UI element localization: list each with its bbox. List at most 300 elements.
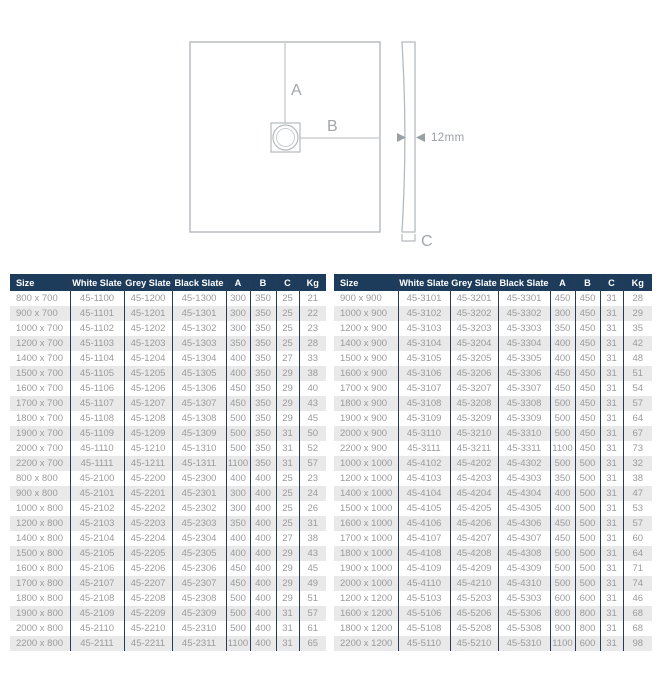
table-row bbox=[10, 531, 326, 546]
spec-cell: 98 bbox=[623, 636, 652, 651]
spec-cell: 450 bbox=[226, 381, 250, 396]
spec-cell: 45-3202 bbox=[450, 306, 498, 321]
spec-cell: 45-2210 bbox=[124, 621, 172, 636]
table-row bbox=[334, 426, 652, 441]
spec-cell: 400 bbox=[250, 576, 276, 591]
spec-cell: 60 bbox=[623, 531, 652, 546]
spec-cell: 450 bbox=[575, 411, 600, 426]
spec-cell: 500 bbox=[550, 411, 575, 426]
spec-cell: 45-5110 bbox=[398, 636, 450, 651]
spec-cell: 400 bbox=[226, 531, 250, 546]
spec-cell: 45-2108 bbox=[70, 591, 124, 606]
spec-cell: 29 bbox=[276, 411, 299, 426]
table-row bbox=[10, 486, 326, 501]
table-row bbox=[10, 441, 326, 456]
spec-cell: 450 bbox=[226, 396, 250, 411]
size-cell: 1900 x 800 bbox=[16, 608, 64, 619]
size-cell: 2000 x 800 bbox=[16, 623, 64, 634]
spec-cell: 450 bbox=[575, 291, 600, 306]
column-header: B bbox=[575, 274, 600, 291]
spec-cell: 45-1202 bbox=[124, 321, 172, 336]
table-row bbox=[334, 501, 652, 516]
spec-cell: 45-4206 bbox=[450, 516, 498, 531]
spec-cell: 52 bbox=[299, 441, 326, 456]
spec-cell: 45-4303 bbox=[498, 471, 550, 486]
spec-cell: 45-3103 bbox=[398, 321, 450, 336]
size-cell: 1400 x 1000 bbox=[340, 488, 393, 499]
spec-cell: 1100 bbox=[550, 441, 575, 456]
spec-cell: 500 bbox=[575, 546, 600, 561]
column-header: A bbox=[550, 274, 575, 291]
spec-cell: 27 bbox=[276, 531, 299, 546]
spec-cell: 450 bbox=[575, 321, 600, 336]
spec-cell: 43 bbox=[299, 546, 326, 561]
spec-cell: 45-1209 bbox=[124, 426, 172, 441]
spec-cell: 45-2310 bbox=[172, 621, 226, 636]
size-cell: 1900 x 1000 bbox=[340, 563, 393, 574]
spec-cell: 450 bbox=[575, 351, 600, 366]
table-row bbox=[334, 306, 652, 321]
spec-cell: 27 bbox=[276, 351, 299, 366]
spec-cell: 45-1201 bbox=[124, 306, 172, 321]
spec-cell: 45-3201 bbox=[450, 291, 498, 306]
spec-cell: 31 bbox=[600, 456, 623, 471]
spec-cell: 45-1104 bbox=[70, 351, 124, 366]
spec-cell: 500 bbox=[226, 621, 250, 636]
spec-cell: 45-1107 bbox=[70, 396, 124, 411]
spec-cell: 400 bbox=[250, 621, 276, 636]
spec-cell: 45-5310 bbox=[498, 636, 550, 651]
spec-cell: 25 bbox=[276, 501, 299, 516]
spec-cell: 45-1210 bbox=[124, 441, 172, 456]
spec-cell: 45-2207 bbox=[124, 576, 172, 591]
spec-cell: 23 bbox=[299, 321, 326, 336]
size-cell: 1800 x 1000 bbox=[340, 548, 393, 559]
spec-cell: 45-4108 bbox=[398, 546, 450, 561]
spec-cell: 400 bbox=[250, 501, 276, 516]
spec-cell: 45-5206 bbox=[450, 606, 498, 621]
size-cell: 900 x 900 bbox=[340, 293, 382, 304]
spec-cell: 45-4203 bbox=[450, 471, 498, 486]
spec-cell: 45-2109 bbox=[70, 606, 124, 621]
table-row bbox=[334, 636, 652, 651]
spec-cell: 45-4308 bbox=[498, 546, 550, 561]
spec-cell: 57 bbox=[623, 396, 652, 411]
table-row bbox=[334, 561, 652, 576]
spec-cell: 31 bbox=[600, 591, 623, 606]
size-cell: 1700 x 1000 bbox=[340, 533, 393, 544]
spec-cell: 45-1205 bbox=[124, 366, 172, 381]
spec-cell: 45-4103 bbox=[398, 471, 450, 486]
dimension-label-a: A bbox=[291, 82, 302, 99]
spec-cell: 67 bbox=[623, 426, 652, 441]
size-cell: 2200 x 700 bbox=[16, 458, 64, 469]
spec-cell: 400 bbox=[226, 366, 250, 381]
spec-cell: 45-3210 bbox=[450, 426, 498, 441]
spec-cell: 45-3106 bbox=[398, 366, 450, 381]
spec-cell: 29 bbox=[276, 366, 299, 381]
table-row bbox=[334, 471, 652, 486]
size-cell: 900 x 700 bbox=[16, 308, 58, 319]
spec-cell: 25 bbox=[276, 321, 299, 336]
table-row bbox=[334, 591, 652, 606]
size-cell: 800 x 700 bbox=[16, 293, 58, 304]
spec-cell: 23 bbox=[299, 471, 326, 486]
spec-cell: 45-4304 bbox=[498, 486, 550, 501]
spec-cell: 450 bbox=[226, 561, 250, 576]
spec-cell: 45-1207 bbox=[124, 396, 172, 411]
spec-cell: 45-1308 bbox=[172, 411, 226, 426]
spec-cell: 31 bbox=[600, 441, 623, 456]
tray-dimension-diagram bbox=[0, 0, 658, 262]
spec-cell: 57 bbox=[299, 456, 326, 471]
table-row bbox=[334, 486, 652, 501]
spec-cell: 45-2205 bbox=[124, 546, 172, 561]
spec-cell: 45-2300 bbox=[172, 471, 226, 486]
spec-cell: 350 bbox=[250, 336, 276, 351]
spec-cell: 500 bbox=[550, 561, 575, 576]
tray-diagram-svg bbox=[0, 0, 658, 262]
spec-cell: 45-1106 bbox=[70, 381, 124, 396]
spec-cell: 350 bbox=[250, 456, 276, 471]
spec-cell: 45-1109 bbox=[70, 426, 124, 441]
spec-cell: 45-4107 bbox=[398, 531, 450, 546]
spec-cell: 45-2104 bbox=[70, 531, 124, 546]
size-cell: 1400 x 900 bbox=[340, 338, 388, 349]
table-row bbox=[334, 321, 652, 336]
spec-cell: 500 bbox=[575, 501, 600, 516]
spec-cell: 25 bbox=[276, 486, 299, 501]
spec-cell: 45-2102 bbox=[70, 501, 124, 516]
spec-cell: 45-3108 bbox=[398, 396, 450, 411]
spec-cell: 45-4202 bbox=[450, 456, 498, 471]
spec-cell: 45-1300 bbox=[172, 291, 226, 306]
spec-cell: 45-2302 bbox=[172, 501, 226, 516]
size-cell: 2000 x 900 bbox=[340, 428, 388, 439]
spec-cell: 57 bbox=[623, 516, 652, 531]
spec-cell: 29 bbox=[276, 546, 299, 561]
spec-cell: 45-4104 bbox=[398, 486, 450, 501]
table-row bbox=[334, 351, 652, 366]
spec-cell: 1100 bbox=[550, 636, 575, 651]
spec-cell: 45-5108 bbox=[398, 621, 450, 636]
spec-cell: 31 bbox=[600, 471, 623, 486]
spec-cell: 45-3302 bbox=[498, 306, 550, 321]
spec-cell: 45-2107 bbox=[70, 576, 124, 591]
spec-cell: 45-4105 bbox=[398, 501, 450, 516]
size-cell: 1000 x 800 bbox=[16, 503, 64, 514]
table-row bbox=[10, 561, 326, 576]
spec-cell: 45-3311 bbox=[498, 441, 550, 456]
spec-cell: 29 bbox=[276, 381, 299, 396]
table-row bbox=[10, 381, 326, 396]
spec-cell: 400 bbox=[250, 591, 276, 606]
spec-cell: 45-2103 bbox=[70, 516, 124, 531]
spec-cell: 450 bbox=[575, 441, 600, 456]
spec-cell: 45-4204 bbox=[450, 486, 498, 501]
spec-cell: 350 bbox=[550, 471, 575, 486]
spec-cell: 31 bbox=[600, 411, 623, 426]
spec-cell: 45-3306 bbox=[498, 366, 550, 381]
spec-cell: 25 bbox=[276, 336, 299, 351]
spec-cell: 450 bbox=[550, 516, 575, 531]
spec-cell: 450 bbox=[550, 531, 575, 546]
spec-cell: 45-2203 bbox=[124, 516, 172, 531]
spec-cell: 400 bbox=[226, 351, 250, 366]
spec-cell: 600 bbox=[575, 636, 600, 651]
size-cell: 1600 x 1000 bbox=[340, 518, 393, 529]
spec-cell: 45-1304 bbox=[172, 351, 226, 366]
spec-cell: 45-1103 bbox=[70, 336, 124, 351]
table-row bbox=[10, 516, 326, 531]
spec-cell: 450 bbox=[550, 291, 575, 306]
spec-cell: 300 bbox=[226, 306, 250, 321]
spec-cell: 350 bbox=[250, 381, 276, 396]
table-row bbox=[334, 621, 652, 636]
thickness-arrow-right-icon bbox=[416, 133, 425, 142]
spec-cell: 28 bbox=[623, 291, 652, 306]
table-row bbox=[10, 411, 326, 426]
spec-cell: 45-2211 bbox=[124, 636, 172, 651]
spec-cell: 450 bbox=[550, 366, 575, 381]
spec-cell: 45-1203 bbox=[124, 336, 172, 351]
spec-cell: 450 bbox=[575, 426, 600, 441]
spec-cell: 450 bbox=[575, 336, 600, 351]
spec-cell: 350 bbox=[250, 366, 276, 381]
spec-cell: 31 bbox=[600, 516, 623, 531]
table-row bbox=[10, 396, 326, 411]
spec-cell: 51 bbox=[299, 591, 326, 606]
spec-cell: 45-5306 bbox=[498, 606, 550, 621]
spec-cell: 45-4106 bbox=[398, 516, 450, 531]
spec-cell: 31 bbox=[600, 426, 623, 441]
spec-cell: 45-1108 bbox=[70, 411, 124, 426]
spec-cell: 45-1204 bbox=[124, 351, 172, 366]
spec-cell: 50 bbox=[299, 426, 326, 441]
spec-cell: 45-2307 bbox=[172, 576, 226, 591]
spec-cell: 500 bbox=[550, 396, 575, 411]
spec-cell: 45-4110 bbox=[398, 576, 450, 591]
spec-cell: 46 bbox=[623, 591, 652, 606]
spec-cell: 45-2304 bbox=[172, 531, 226, 546]
size-cell: 1200 x 1200 bbox=[340, 593, 393, 604]
spec-cell: 28 bbox=[299, 336, 326, 351]
spec-cell: 450 bbox=[575, 396, 600, 411]
c-bracket bbox=[402, 234, 415, 241]
spec-cell: 400 bbox=[250, 471, 276, 486]
table-row bbox=[10, 321, 326, 336]
spec-cell: 45-1309 bbox=[172, 426, 226, 441]
spec-cell: 45-3205 bbox=[450, 351, 498, 366]
spec-cell: 450 bbox=[575, 306, 600, 321]
spec-cell: 45-2209 bbox=[124, 606, 172, 621]
spec-cell: 500 bbox=[575, 576, 600, 591]
table-row bbox=[334, 336, 652, 351]
spec-cell: 61 bbox=[299, 621, 326, 636]
table-header-row bbox=[334, 274, 652, 291]
spec-cell: 500 bbox=[550, 426, 575, 441]
table-row bbox=[10, 471, 326, 486]
dimension-label-b: B bbox=[327, 118, 338, 135]
spec-cell: 500 bbox=[575, 531, 600, 546]
spec-cell: 45-1208 bbox=[124, 411, 172, 426]
table-row bbox=[10, 591, 326, 606]
table-row bbox=[334, 381, 652, 396]
spec-cell: 45-5303 bbox=[498, 591, 550, 606]
spec-cell: 29 bbox=[276, 591, 299, 606]
spec-cell: 31 bbox=[276, 456, 299, 471]
size-cell: 1900 x 700 bbox=[16, 428, 64, 439]
table-row bbox=[10, 291, 326, 306]
spec-cell: 300 bbox=[226, 291, 250, 306]
column-header: C bbox=[600, 274, 623, 291]
size-cell: 1500 x 1000 bbox=[340, 503, 393, 514]
spec-cell: 45-2105 bbox=[70, 546, 124, 561]
column-header: Kg bbox=[299, 274, 326, 291]
spec-cell: 31 bbox=[600, 531, 623, 546]
spec-cell: 25 bbox=[276, 516, 299, 531]
spec-cell: 45-3104 bbox=[398, 336, 450, 351]
spec-cell: 1100 bbox=[227, 458, 249, 469]
spec-cell: 45-2311 bbox=[172, 636, 226, 651]
spec-cell: 54 bbox=[623, 381, 652, 396]
spec-cell: 450 bbox=[575, 381, 600, 396]
column-header: A bbox=[226, 274, 250, 291]
spec-cell: 31 bbox=[276, 426, 299, 441]
size-cell: 1000 x 1000 bbox=[340, 458, 393, 469]
table-row bbox=[10, 366, 326, 381]
size-cell: 1500 x 700 bbox=[16, 368, 64, 379]
spec-cell: 47 bbox=[623, 486, 652, 501]
spec-cell: 31 bbox=[600, 501, 623, 516]
table-row bbox=[10, 351, 326, 366]
spec-cell: 400 bbox=[250, 531, 276, 546]
size-cell: 2200 x 800 bbox=[16, 638, 64, 649]
table-row bbox=[10, 336, 326, 351]
column-header: Size bbox=[10, 274, 70, 291]
spec-cell: 600 bbox=[575, 591, 600, 606]
table-row bbox=[334, 441, 652, 456]
spec-cell: 45-5208 bbox=[450, 621, 498, 636]
spec-cell: 45-4102 bbox=[398, 456, 450, 471]
spec-cell: 450 bbox=[226, 576, 250, 591]
spec-cell: 45-2204 bbox=[124, 531, 172, 546]
spec-cell: 45-2202 bbox=[124, 501, 172, 516]
spec-cell: 31 bbox=[276, 621, 299, 636]
spec-cell: 45-1310 bbox=[172, 441, 226, 456]
size-cell: 1200 x 800 bbox=[16, 518, 64, 529]
spec-cell: 500 bbox=[550, 546, 575, 561]
spec-cell: 500 bbox=[226, 426, 250, 441]
table-row bbox=[334, 291, 652, 306]
spec-cell: 350 bbox=[250, 321, 276, 336]
spec-cell: 500 bbox=[575, 486, 600, 501]
column-header: White Slate bbox=[70, 274, 124, 291]
drain-inner-circle bbox=[277, 129, 295, 147]
spec-cell: 45-2308 bbox=[172, 591, 226, 606]
size-cell: 800 x 800 bbox=[16, 473, 58, 484]
spec-cell: 53 bbox=[623, 501, 652, 516]
table-row bbox=[10, 306, 326, 321]
spec-cell: 1100 bbox=[227, 638, 249, 649]
spec-cell: 400 bbox=[250, 636, 276, 651]
spec-cell: 22 bbox=[299, 306, 326, 321]
size-cell: 1200 x 700 bbox=[16, 338, 64, 349]
column-header: Black Slate bbox=[172, 274, 226, 291]
spec-cell: 400 bbox=[250, 546, 276, 561]
size-cell: 1000 x 900 bbox=[340, 308, 388, 319]
spec-cell: 45-4307 bbox=[498, 531, 550, 546]
size-cell: 1800 x 700 bbox=[16, 413, 64, 424]
spec-cell: 45-4207 bbox=[450, 531, 498, 546]
spec-cell: 350 bbox=[226, 516, 250, 531]
spec-cell: 71 bbox=[623, 561, 652, 576]
table-row bbox=[334, 516, 652, 531]
spec-cell: 29 bbox=[623, 306, 652, 321]
spec-cell: 31 bbox=[600, 621, 623, 636]
table-row bbox=[10, 501, 326, 516]
spec-cell: 38 bbox=[299, 366, 326, 381]
table-row bbox=[334, 546, 652, 561]
spec-cell: 45 bbox=[299, 411, 326, 426]
spec-cell: 500 bbox=[575, 561, 600, 576]
spec-cell: 400 bbox=[226, 471, 250, 486]
spec-cell: 31 bbox=[276, 441, 299, 456]
spec-cell: 45-3204 bbox=[450, 336, 498, 351]
spec-cell: 450 bbox=[575, 366, 600, 381]
dimension-label-c: C bbox=[421, 233, 433, 250]
table-row bbox=[334, 396, 652, 411]
spec-cell: 45-3107 bbox=[398, 381, 450, 396]
spec-cell: 64 bbox=[623, 546, 652, 561]
spec-cell: 500 bbox=[226, 591, 250, 606]
size-cell: 1000 x 700 bbox=[16, 323, 64, 334]
spec-cell: 31 bbox=[600, 486, 623, 501]
spec-cell: 45-5106 bbox=[398, 606, 450, 621]
spec-cell: 64 bbox=[623, 411, 652, 426]
spec-cell: 500 bbox=[226, 411, 250, 426]
spec-cell: 45-5210 bbox=[450, 636, 498, 651]
size-cell: 1500 x 900 bbox=[340, 353, 388, 364]
spec-cell: 400 bbox=[550, 486, 575, 501]
spec-cell: 31 bbox=[600, 396, 623, 411]
size-cell: 2200 x 900 bbox=[340, 443, 388, 454]
spec-cell: 45-5203 bbox=[450, 591, 498, 606]
table-row bbox=[10, 546, 326, 561]
spec-cell: 45-3310 bbox=[498, 426, 550, 441]
spec-cell: 57 bbox=[299, 606, 326, 621]
spec-cell: 31 bbox=[600, 561, 623, 576]
spec-cell: 38 bbox=[299, 531, 326, 546]
spec-cell: 45-4302 bbox=[498, 456, 550, 471]
size-cell: 1800 x 800 bbox=[16, 593, 64, 604]
spec-cell: 45-4109 bbox=[398, 561, 450, 576]
spec-cell: 400 bbox=[550, 501, 575, 516]
spec-cell: 800 bbox=[575, 606, 600, 621]
spec-cell: 45-3309 bbox=[498, 411, 550, 426]
size-cell: 1600 x 900 bbox=[340, 368, 388, 379]
spec-cell: 500 bbox=[550, 576, 575, 591]
spec-cell: 45-1303 bbox=[172, 336, 226, 351]
table-row bbox=[334, 606, 652, 621]
size-cell: 1600 x 1200 bbox=[340, 608, 393, 619]
spec-cell: 300 bbox=[550, 306, 575, 321]
spec-cell: 45-3307 bbox=[498, 381, 550, 396]
spec-cell: 400 bbox=[226, 546, 250, 561]
spec-cell: 45-1311 bbox=[172, 456, 226, 471]
spec-cell: 45-5103 bbox=[398, 591, 450, 606]
spec-cell: 45-3105 bbox=[398, 351, 450, 366]
